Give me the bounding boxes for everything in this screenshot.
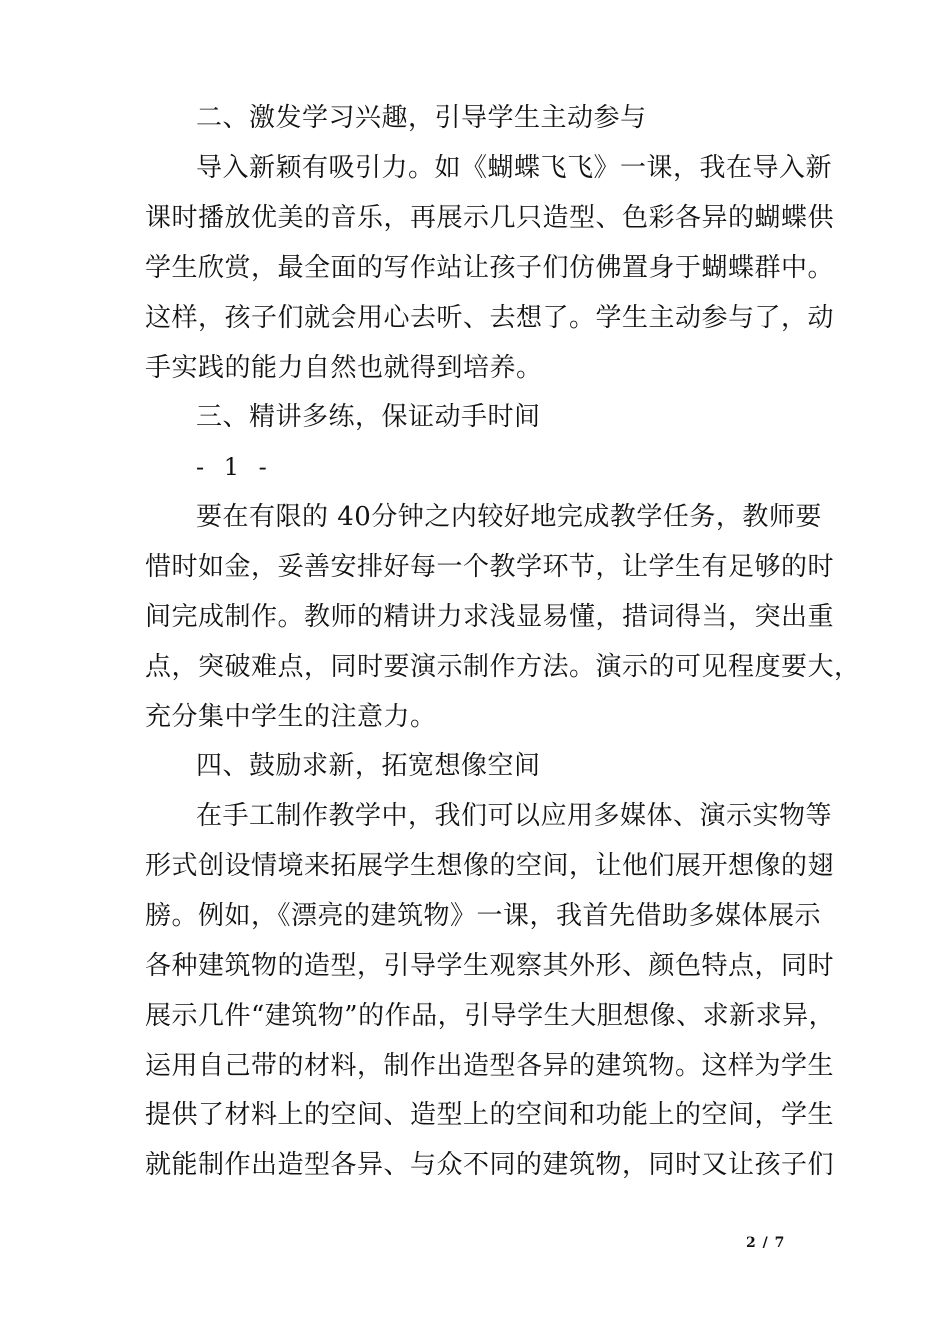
paragraph-line: 就能制作出造型各异、与众不同的建筑物，同时又让孩子们	[145, 1150, 835, 1180]
paragraph-line: 学生欣赏，最全面的写作站让孩子们仿佛置身于蝴蝶群中。	[145, 253, 835, 283]
section-heading-4: 四、鼓励求新，拓宽想像空间	[196, 751, 541, 781]
paragraph-line: 运用自己带的材料，制作出造型各异的建筑物。这样为学生	[145, 1051, 835, 1081]
paragraph-line: 导入新颖有吸引力。如《蝴蝶飞飞》一课，我在导入新	[196, 153, 833, 183]
paragraph-line: 各种建筑物的造型，引导学生观察其外形、颜色特点，同时	[145, 951, 835, 981]
section-heading-3: 三、精讲多练，保证动手时间	[196, 402, 541, 432]
paragraph-line: 点，突破难点，同时要演示制作方法。演示的可见程度要大，	[145, 652, 861, 682]
paragraph-line: 膀。例如，《漂亮的建筑物》一课，我首先借助多媒体展示	[145, 901, 822, 931]
page-counter: 2 / 7	[746, 1235, 786, 1251]
paragraph-line: 在手工制作教学中，我们可以应用多媒体、演示实物等	[196, 801, 833, 831]
paragraph-line: 手实践的能力自然也就得到培养。	[145, 353, 543, 383]
paragraph-line: 展示几件“建筑物”的作品，引导学生大胆想像、求新求异，	[145, 1001, 836, 1031]
paragraph-line: 充分集中学生的注意力。	[145, 702, 437, 732]
paragraph-line: 间完成制作。教师的精讲力求浅显易懂，措词得当，突出重	[145, 602, 835, 632]
paragraph-line: 这样，孩子们就会用心去听、去想了。学生主动参与了，动	[145, 303, 835, 333]
paragraph-line: 惜时如金，妥善安排好每一个教学环节，让学生有足够的时	[145, 552, 835, 582]
paragraph-line: 要在有限的 40分钟之内较好地完成教学任务，教师要	[196, 502, 822, 532]
paragraph-line: 提供了材料上的空间、造型上的空间和功能上的空间，学生	[145, 1100, 835, 1130]
inline-page-number: - 1 -	[196, 453, 273, 481]
paragraph-line: 形式创设情境来拓展学生想像的空间，让他们展开想像的翅	[145, 851, 835, 881]
paragraph-line: 课时播放优美的音乐，再展示几只造型、色彩各异的蝴蝶供	[145, 203, 835, 233]
section-heading-2: 二、激发学习兴趣，引导学生主动参与	[196, 103, 647, 133]
